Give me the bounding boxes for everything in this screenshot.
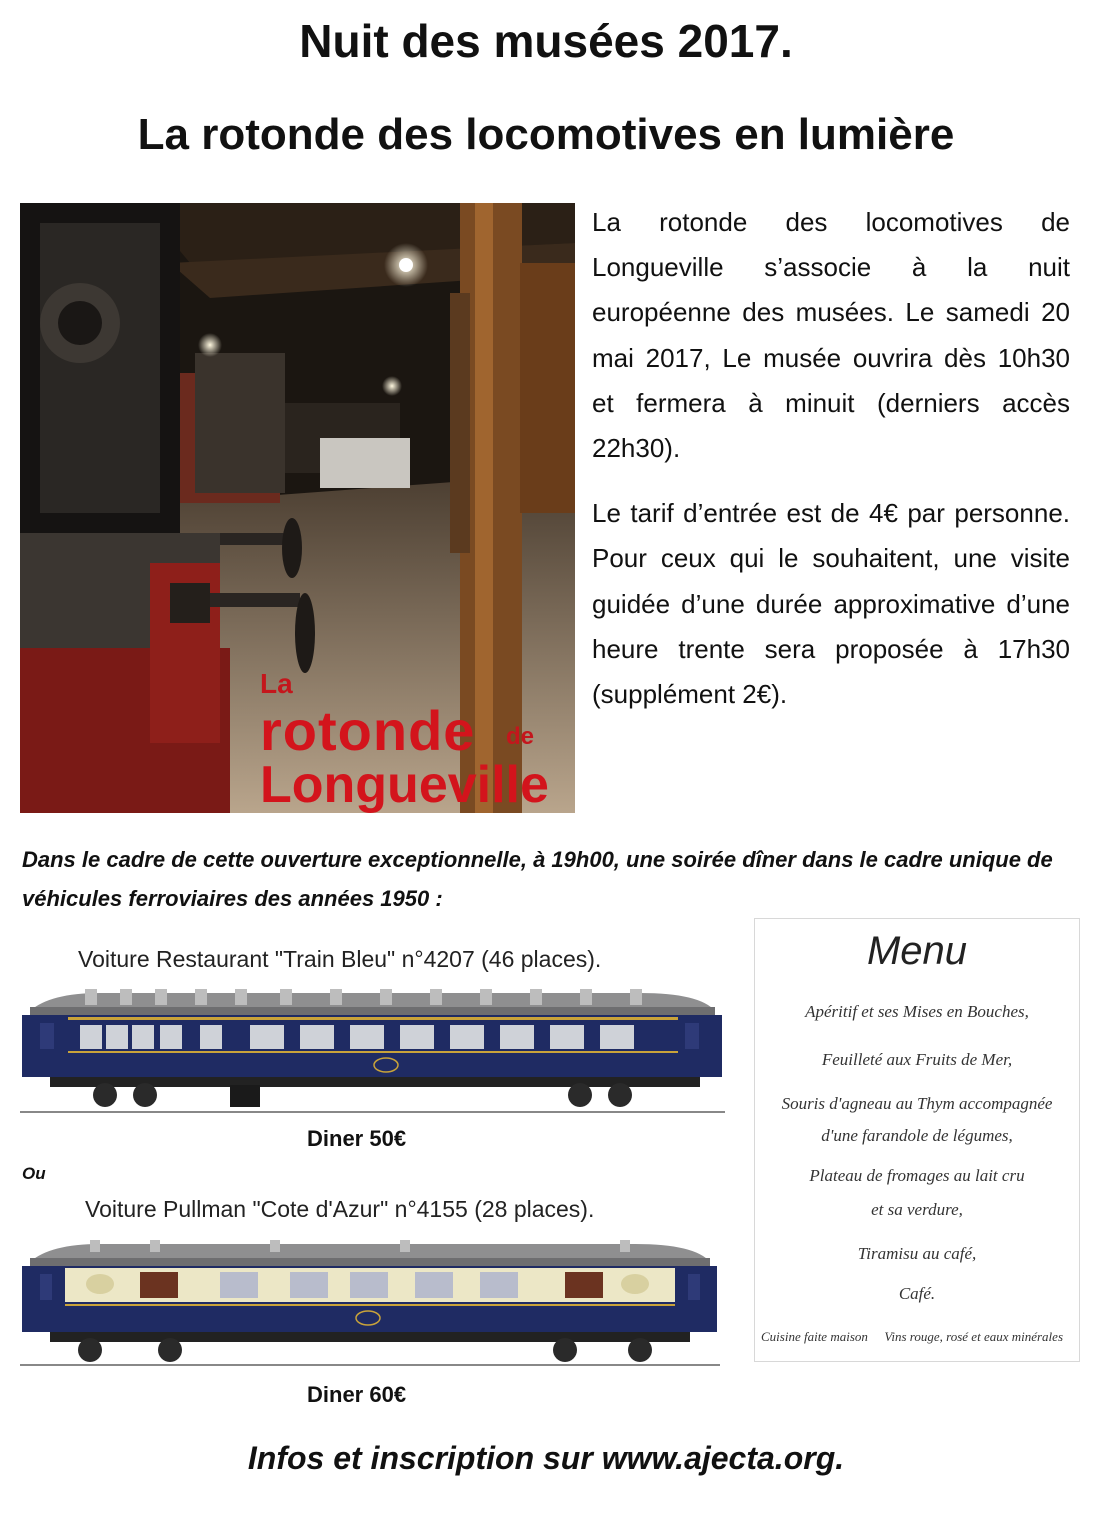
menu-footnote-homemade: Cuisine faite maison bbox=[761, 1329, 868, 1344]
logo-word-rotonde: rotonde bbox=[260, 699, 476, 762]
menu-item: Tiramisu au café, bbox=[857, 1244, 977, 1263]
car1-label: Voiture Restaurant "Train Bleu" n°4207 (46 places). bbox=[78, 946, 602, 972]
page-subtitle: La rotonde des locomotives en lumière bbox=[137, 110, 955, 159]
menu-item: et sa verdure, bbox=[871, 1200, 963, 1219]
roundhouse-photo bbox=[20, 203, 575, 813]
menu-item: Café. bbox=[898, 1284, 936, 1303]
menu-item: Plateau de fromages au lait cru bbox=[809, 1166, 1025, 1185]
dinner-menu-card bbox=[754, 918, 1080, 1362]
event-description bbox=[592, 200, 1070, 717]
logo-word-longueville: Longueville bbox=[260, 756, 549, 813]
restaurant-car-illustration bbox=[20, 985, 725, 1122]
dinner-intro: Dans le cadre de cette ouverture exceptionnelle, à 19h00, une soirée dîner dans le cadre unique de véhicules ferroviaires des années 1950 : bbox=[22, 847, 1053, 911]
page-title: Nuit des musées 2017. bbox=[299, 15, 793, 67]
car1-price: Diner 50€ bbox=[307, 1126, 407, 1151]
menu-title: Menu bbox=[866, 929, 968, 973]
description-paragraph-price: Le tarif d’entrée est de 4€ par personne. Pour ceux qui le souhaitent, une visite guidée d’une durée approximative d’une heure trente sera proposée à 17h30 (supplément 2€). bbox=[592, 498, 1070, 710]
menu-item: Souris d'agneau au Thym accompagnée bbox=[781, 1094, 1053, 1113]
info-footer: Infos et inscription sur www.ajecta.org. bbox=[247, 1440, 845, 1476]
menu-item: Apéritif et ses Mises en Bouches, bbox=[805, 1002, 1029, 1021]
description-paragraph-hours: La rotonde des locomotives de Longueville s’associe à la nuit européenne des musées. Le samedi 20 mai 2017, Le musée ouvrira dès 10h30 et fermera à minuit (derniers accès 22h30). bbox=[592, 207, 1070, 464]
logo-word-de: de bbox=[506, 723, 535, 750]
menu-item: d'une farandole de légumes, bbox=[821, 1126, 1013, 1145]
menu-item: Feuilleté aux Fruits de Mer, bbox=[821, 1050, 1013, 1069]
menu-footnote-drinks: Vins rouge, rosé et eaux minérales bbox=[884, 1329, 1063, 1344]
or-label: Ou bbox=[22, 1164, 46, 1183]
pullman-car-illustration bbox=[20, 1238, 720, 1375]
logo-word-la: La bbox=[260, 668, 293, 699]
car2-price: Diner 60€ bbox=[307, 1382, 407, 1407]
car2-label: Voiture Pullman "Cote d'Azur" n°4155 (28 places). bbox=[85, 1196, 595, 1222]
